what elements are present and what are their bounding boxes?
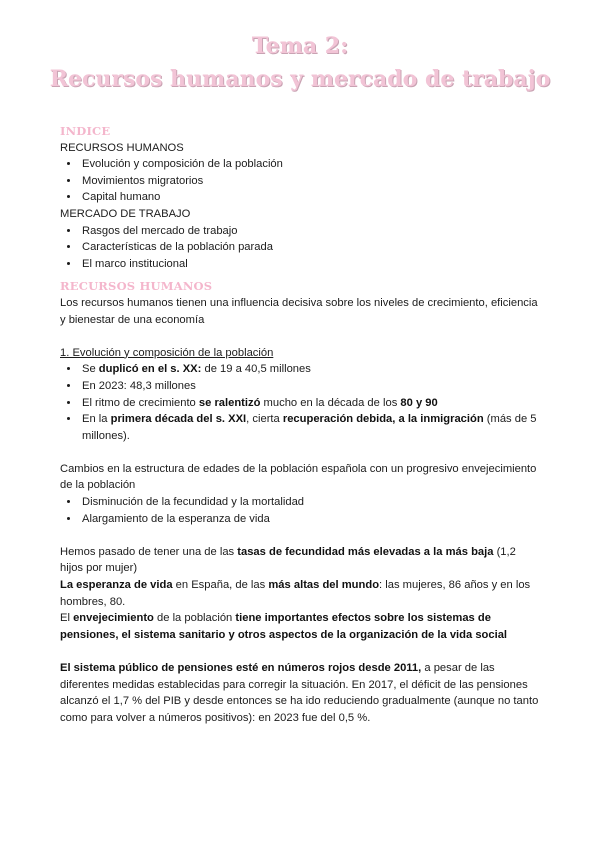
indice-group-mercado-list xyxy=(60,223,540,273)
list-item: • El ritmo de crecimiento se ralentizó mucho en la década de los 80 y 90 xyxy=(80,395,540,412)
list-item: • Evolución y composición de la población xyxy=(80,156,540,173)
indice-heading: INDICE xyxy=(60,124,111,138)
envejecimiento-paragraph: El envejecimiento de la población tiene importantes efectos sobre los sistemas de pensiones, el sistema sanitario y otros aspectos de la organización de la vida social xyxy=(60,612,508,641)
list-item: • Características de la población parada xyxy=(80,239,540,256)
indice-group-rrhh-list xyxy=(60,156,540,206)
document-body xyxy=(60,123,540,726)
fecundidad-paragraph: Hemos pasado de tener una de las tasas de fecundidad más elevadas a la más baja (1,2 hijos por mujer) xyxy=(60,545,516,575)
pensiones-paragraph: El sistema público de pensiones esté en números rojos desde 2011, a pesar de las diferentes medidas establecidas para corregir la situación. En 2017, el déficit de las pensiones alcanzó el 1,7 % del PIB y desde entonces se ha ido reduciendo gradualmente (aunque no tanto como para volver a números positivos): en 2023 fue del 0,5 %. xyxy=(60,662,539,724)
list-item: • Disminución de la fecundidad y la mortalidad xyxy=(80,494,540,511)
rrhh-intro: Los recursos humanos tienen una influencia decisiva sobre los niveles de crecimiento, eficiencia y bienestar de una economía xyxy=(60,296,538,326)
cambios-intro: Cambios en la estructura de edades de la población española con un progresivo envejecimiento de la población xyxy=(60,462,537,492)
list-item: • Capital humano xyxy=(80,189,540,206)
list-item: • El marco institucional xyxy=(80,256,540,273)
title-line-2: Recursos humanos y mercado de trabajo xyxy=(49,66,551,92)
indice-group-mercado-label: MERCADO DE TRABAJO xyxy=(60,207,191,220)
list-item: • Rasgos del mercado de trabajo xyxy=(80,223,540,240)
list-item: • En 2023: 48,3 millones xyxy=(80,378,540,395)
list-item: • Se duplicó en el s. XX: de 19 a 40,5 millones xyxy=(80,361,540,378)
list-item: • En la primera década del s. XXI, cierta recuperación debida, a la inmigración (más de 5 millones). xyxy=(80,411,540,444)
rrhh-heading: RECURSOS HUMANOS xyxy=(60,279,213,294)
indice-group-rrhh-label: RECURSOS HUMANOS xyxy=(60,141,184,154)
title-line-1: Tema 2: xyxy=(251,33,349,59)
evolucion-subtitle: 1. Evolución y composición de la población xyxy=(60,346,274,359)
esperanza-paragraph: La esperanza de vida en España, de las más altas del mundo: las mujeres, 86 años y en los hombres, 80. xyxy=(60,579,531,608)
evolucion-list xyxy=(60,361,540,444)
cambios-list xyxy=(60,494,540,527)
list-item: • Movimientos migratorios xyxy=(80,173,540,190)
list-item: • Alargamiento de la esperanza de vida xyxy=(80,511,540,528)
document-title xyxy=(0,30,600,96)
